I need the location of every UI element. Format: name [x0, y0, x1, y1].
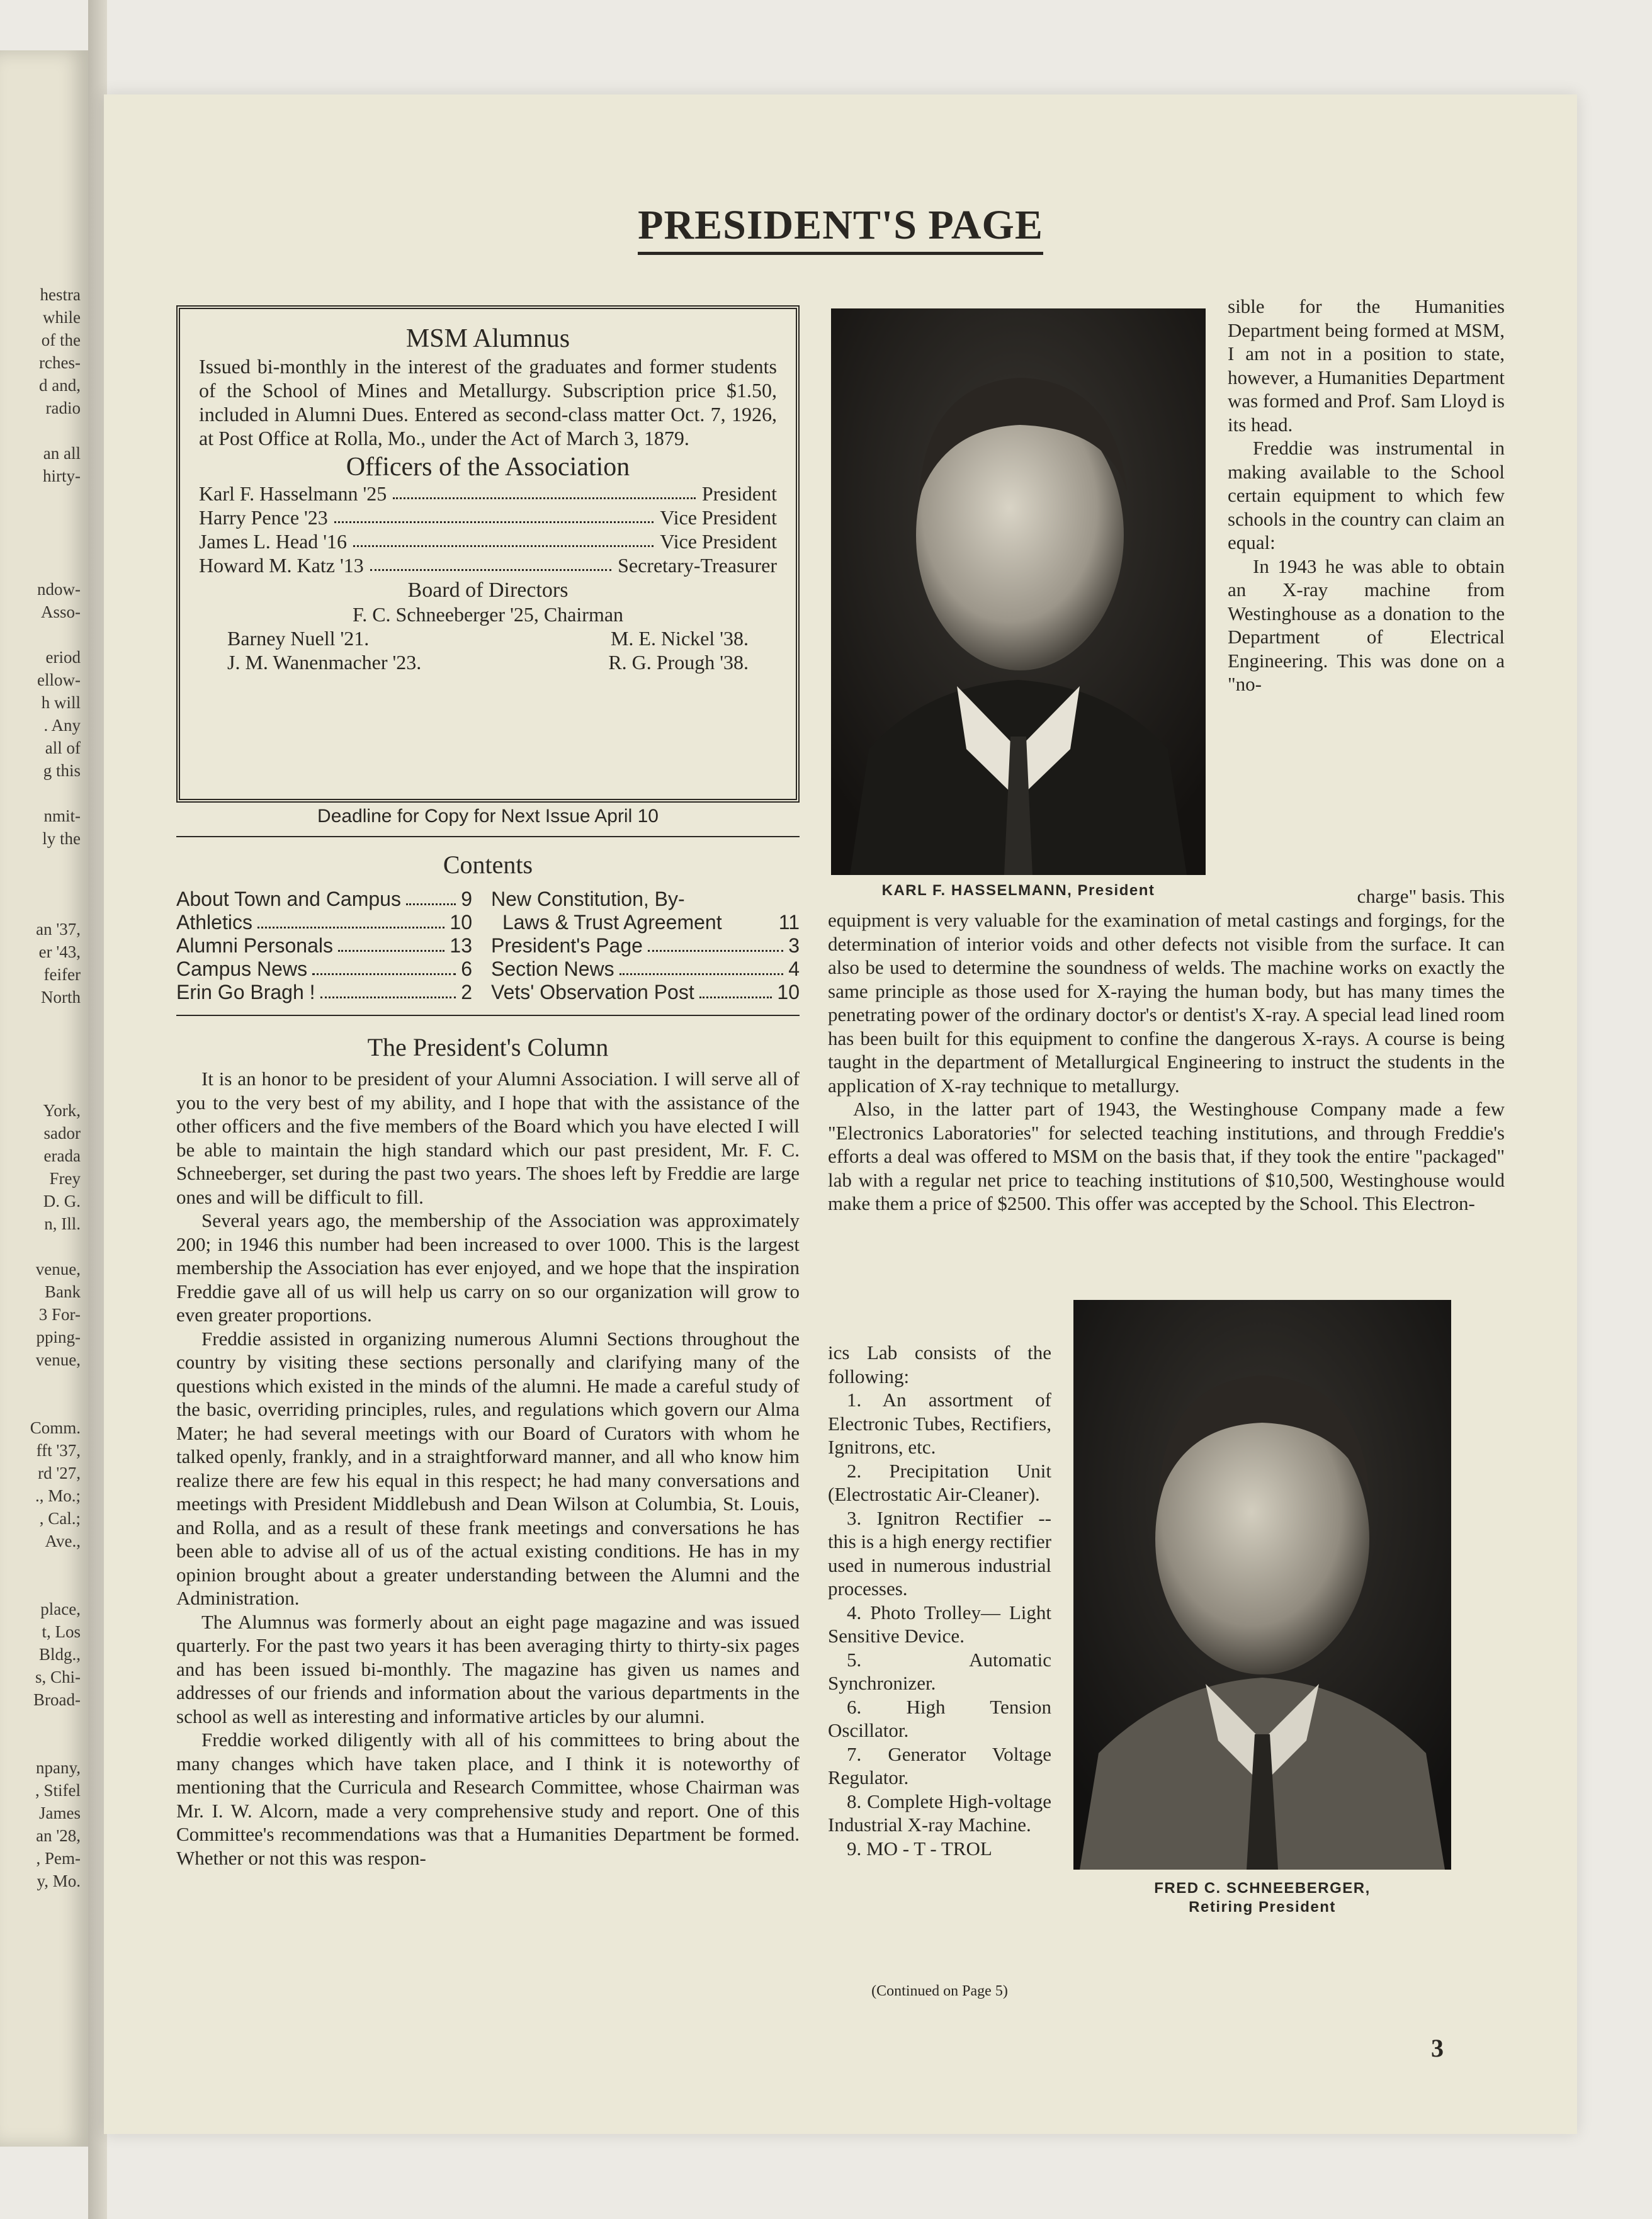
- previous-page-fragment: ndow-: [37, 580, 81, 599]
- previous-page-fragment: York,: [43, 1101, 81, 1120]
- photo-caption-hasselmann: KARL F. HASSELMANN, President: [881, 882, 1155, 899]
- previous-page-fragment: [0, 850, 81, 872]
- paragraph: It is an honor to be president of your Alumni Association. I will serve all of you to the very best of my ability, and I hope that with the assistance of the other officers and the five members of the Board which you have elected I will be able to maintain the high standard which our past president, Mr. F. C. Schneeberger, set during the past two years. The shoes left by Freddie are large ones and will be difficult to fill.: [176, 1068, 800, 1208]
- paragraph: Freddie was instrumental in making available to the School certain equipment to which few schools in the country can claim an equal:: [1228, 437, 1505, 553]
- previous-page-fragment: d and,: [39, 376, 81, 395]
- previous-page-fragment: [0, 1008, 81, 1031]
- previous-page-fragment: npany,: [36, 1758, 81, 1777]
- list-item: 6. High Tension Oscillator.: [828, 1695, 1051, 1741]
- previous-page-fragment: [0, 487, 81, 510]
- deadline-note: Deadline for Copy for Next Issue April 10: [317, 806, 659, 827]
- previous-page-fragment: ., Mo.;: [35, 1486, 81, 1505]
- previous-page-fragment: North: [41, 988, 81, 1007]
- contents-entry: Athletics 10: [176, 911, 472, 934]
- previous-page-fragment: [0, 1076, 81, 1099]
- previous-page-fragment: Asso-: [40, 602, 81, 621]
- board-chair: F. C. Schneeberger '25, Chairman: [352, 603, 624, 626]
- previous-page-fragment: [0, 872, 81, 895]
- previous-page-fragment: fft '37,: [36, 1441, 81, 1460]
- previous-page-fragment: ellow-: [37, 670, 81, 689]
- page-title: PRESIDENT'S PAGE: [104, 201, 1577, 249]
- previous-page-fragment: [0, 1394, 81, 1416]
- previous-page-fragment: place,: [40, 1600, 81, 1618]
- previous-page-fragment: [0, 1734, 81, 1756]
- previous-page-fragment: radio: [45, 398, 81, 417]
- list-item: 2. Precipitation Unit (Electrostatic Air-Cleaner).: [828, 1459, 1051, 1505]
- previous-page-fragment: an all: [43, 444, 81, 463]
- previous-page-fragment: Broad-: [33, 1690, 81, 1709]
- list-item: 8. Complete High-voltage Industrial X-ray Machine.: [828, 1790, 1051, 1836]
- officers-list: [199, 482, 777, 577]
- contents-entry: Campus News 6: [176, 957, 472, 980]
- board-title: Board of Directors: [407, 579, 569, 602]
- previous-page-fragment: [0, 510, 81, 533]
- previous-page-fragment: [0, 419, 81, 442]
- previous-page-fragment: , Stifel: [35, 1781, 81, 1800]
- previous-page-fragment: rd '27,: [38, 1464, 81, 1482]
- officer-row: Harry Pence '23 Vice President: [199, 506, 777, 529]
- masthead-intro: Issued bi-monthly in the interest of the graduates and former students of the School of Mines and Metallurgy. Subscription price $1.50, included in Alumni Dues. Entered as second-class matter Oct. 7, 1926, at Post Office at Rolla, Mo., under the Act of March 3, 1879.: [199, 355, 777, 449]
- previous-page-fragment: . Any: [43, 716, 81, 735]
- previous-page-fragment: nmit-: [43, 806, 81, 825]
- previous-page-fragment: Ave.,: [45, 1532, 81, 1550]
- column-title: The President's Column: [367, 1033, 609, 1061]
- continued-note: (Continued on Page 5): [871, 1983, 1008, 1999]
- contents-entry: Section News 4: [491, 957, 800, 980]
- paragraph: Also, in the latter part of 1943, the Westinghouse Company made a few "Electronics Laboratories" for selected teaching institutions, and through Freddie's efforts a deal was offered to MSM on the basis that, if they took the entire "packaged" lab with a regular net price to teaching institutions of $10,500, Westinghouse would make them a price of $2500. This offer was accepted by the School. This Electron-: [828, 1098, 1505, 1214]
- list-item: 4. Photo Trolley— Light Sensitive Device.: [828, 1601, 1051, 1647]
- portrait-photo-schneeberger: [1073, 1300, 1451, 1870]
- contents-right: [491, 888, 800, 1004]
- paragraph: In 1943 he was able to obtain an X-ray machine from Westinghouse as a donation to the Department of Electrical Engineering. This was done on a "no-: [1228, 555, 1505, 695]
- previous-page-fragment: [0, 555, 81, 578]
- previous-page-fragment: D. G.: [43, 1192, 81, 1211]
- list-intro: ics Lab consists of the following:: [828, 1341, 1051, 1387]
- list-item: 5. Automatic Synchronizer.: [828, 1648, 1051, 1694]
- previous-page-fragment: [0, 1552, 81, 1575]
- previous-page-fragment: g this: [43, 761, 81, 780]
- photo-caption-schneeberger: FRED C. SCHNEEBERGER, Retiring President: [1154, 1880, 1371, 1916]
- masthead-box: [176, 305, 800, 803]
- contents-entry: President's Page 3: [491, 934, 800, 957]
- officer-row: James L. Head '16 Vice President: [199, 530, 777, 553]
- previous-page-fragment: [0, 895, 81, 918]
- previous-page-fragment: pping-: [36, 1328, 81, 1347]
- presidents-column-text: [176, 1067, 800, 1870]
- previous-page-fragment: er '43,: [38, 942, 81, 961]
- previous-page-fragment: hirty-: [43, 466, 81, 485]
- page-number: 3: [1431, 2034, 1444, 2062]
- paragraph: Freddie assisted in organizing numerous Alumni Sections throughout the country by visiting these sections personally and clarifying many of the questions which existed in the minds of the alumni. He made a careful study of the basic, overriding principles, rules, and regulations which govern our Alma Mater; he had several meetings with our Board of Curators with whom he talked openly, frankly, and in a straightforward manner, and all who know him realize there are few his equal in this respect; he had many conversations and meetings with President Middlebush and Dean Wilson at Columbia, St. Louis, and Rolla, and as a result of these frank meetings and conversations he has been able to advise all of us of the actual existing conditions. He has in my opinion brought about a greater understanding between the Alumni and the Administration.: [176, 1327, 800, 1609]
- contents-entry: Alumni Personals 13: [176, 934, 472, 957]
- contents-entry: Vets' Observation Post 10: [491, 981, 800, 1003]
- previous-page-fragment: [0, 623, 81, 646]
- previous-page-fragment: Comm.: [30, 1418, 81, 1437]
- masthead-title: MSM Alumnus: [405, 324, 570, 353]
- caption-line-text: charge" basis. This: [1357, 885, 1505, 907]
- contents-entry: Laws & Trust Agreement 11: [502, 911, 800, 934]
- board-row: Barney Nuell '21. M. E. Nickel '38.: [227, 627, 749, 650]
- page: [104, 94, 1577, 2134]
- paragraph: The Alumnus was formerly about an eight page magazine and was issued quarterly. For the past two years it has been averaging thirty to thirty-six pages and has been issued bi-monthly. The magazine has given us names and addresses of our friends and information about the various departments in the school as well as interesting and informative articles by our alumni.: [176, 1610, 800, 1727]
- previous-page-fragment: while: [43, 308, 81, 327]
- previous-page-fragment: eriod: [45, 648, 81, 667]
- previous-page-fragment: all of: [45, 738, 81, 757]
- previous-page-fragment: venue,: [35, 1350, 81, 1369]
- paragraph: equipment is very valuable for the examination of metal castings and forgings, for the determination of interior voids and other defects not visible from the surface. It can also be used to determine the soundness of welds. The machine works on exactly the same principle as those used for X-raying the human body, but has many times the penetrating power of the ordinary doctor's or dentist's X-ray. A special lead lined room has been built for this equipment to confine the dangerous X-rays. A course is being taught in the department of Metallurgical Engineering to instruct the students in the application of X-ray technique to metallurgy.: [828, 909, 1505, 1097]
- previous-page-fragment: s, Chi-: [35, 1668, 81, 1686]
- officer-row: Howard M. Katz '13 Secretary-Treasurer: [199, 554, 777, 577]
- previous-page-fragment: rches-: [39, 353, 81, 372]
- previous-page-fragment: Bank: [45, 1282, 81, 1301]
- board-row: J. M. Wanenmacher '23. R. G. Prough '38.: [227, 651, 749, 674]
- previous-page-fragment: , Cal.;: [39, 1509, 81, 1528]
- previous-page-fragment: h will: [41, 693, 81, 712]
- previous-page-fragment: n, Ill.: [44, 1214, 81, 1233]
- list-item: 7. Generator Voltage Regulator.: [828, 1742, 1051, 1788]
- previous-page-fragment: t, Los: [42, 1622, 81, 1641]
- previous-page-fragment: sador: [43, 1124, 81, 1143]
- contents-entry: Erin Go Bragh ! 2: [176, 981, 472, 1003]
- previous-page-fragment: Bldg.,: [38, 1645, 81, 1664]
- paragraph: Several years ago, the membership of the Association was approximately 200; in 1946 this number had been increased to over 1000. This is the largest membership the Association has ever enjoyed, and we hope that the inspiration Freddie gave all of us will help us carry on so our organization will grow to even greater proportions.: [176, 1209, 800, 1326]
- previous-page-fragment: an '28,: [36, 1826, 81, 1845]
- officer-row: Karl F. Hasselmann '25 President: [199, 482, 777, 505]
- divider: [176, 1015, 800, 1016]
- paragraph: sible for the Humanities Department being formed at MSM, I am not in a position to state, however, a Humanities Department was formed and Prof. Sam Lloyd is its head.: [1228, 295, 1505, 436]
- paragraph: Freddie worked diligently with all of his committees to bring about the many changes which have taken place, and I think it is noteworthy of mentioning that the Curricula and Research Committee, whose Chairman was Mr. I. W. Alcorn, made a very comprehensive study and report. One of this Committee's recommendations was that a Humanities Department be formed. Whether or not this was respon-: [176, 1729, 800, 1869]
- previous-page-fragment: hestra: [40, 285, 81, 304]
- list-item: 3. Ignitron Rectifier -- this is a high energy rectifier used in numerous industrial processes.: [828, 1506, 1051, 1600]
- previous-page-fragment: venue,: [35, 1260, 81, 1279]
- previous-page-fragment: [0, 1711, 81, 1734]
- previous-page-fragment: Frey: [49, 1169, 81, 1188]
- previous-page-fragment: [0, 1575, 81, 1598]
- electronics-lab-list: [828, 1341, 1051, 1860]
- contents-title: Contents: [443, 850, 533, 879]
- previous-page-fragment: an '37,: [36, 920, 81, 939]
- previous-page-fragment: [0, 1054, 81, 1076]
- previous-page-fragment: of the: [41, 330, 81, 349]
- officers-title: Officers of the Association: [346, 453, 630, 482]
- contents-entry: About Town and Campus 9: [176, 888, 472, 910]
- portrait-photo-hasselmann: [831, 308, 1206, 875]
- contents-entry: New Constitution, By-: [491, 888, 685, 910]
- previous-page-fragment: feifer: [43, 965, 81, 984]
- previous-page-fragment: [0, 1031, 81, 1054]
- previous-page-fragment: [0, 1235, 81, 1258]
- previous-page-fragment: [0, 1371, 81, 1394]
- previous-page-fragment: 3 For-: [38, 1305, 81, 1324]
- previous-page-fragment: erada: [43, 1146, 81, 1165]
- narrow-column-text: [1228, 295, 1505, 696]
- list-item: 1. An assortment of Electronic Tubes, Rectifiers, Ignitrons, etc.: [828, 1389, 1051, 1458]
- previous-page-fragment: ly the: [42, 829, 81, 848]
- previous-page-fragment: y, Mo.: [37, 1872, 81, 1890]
- previous-page-fragment: [0, 533, 81, 555]
- right-column-text: [828, 908, 1505, 1216]
- previous-page-fragment: James: [39, 1804, 81, 1822]
- list-item: 9. MO - T - TROL: [847, 1837, 992, 1860]
- previous-page-edge: [0, 50, 88, 2147]
- previous-page-fragment: [0, 782, 81, 805]
- previous-page-fragment: , Pem-: [36, 1849, 81, 1868]
- contents-left: [176, 888, 472, 1004]
- divider: [176, 836, 800, 837]
- previous-page-text: [0, 50, 88, 1892]
